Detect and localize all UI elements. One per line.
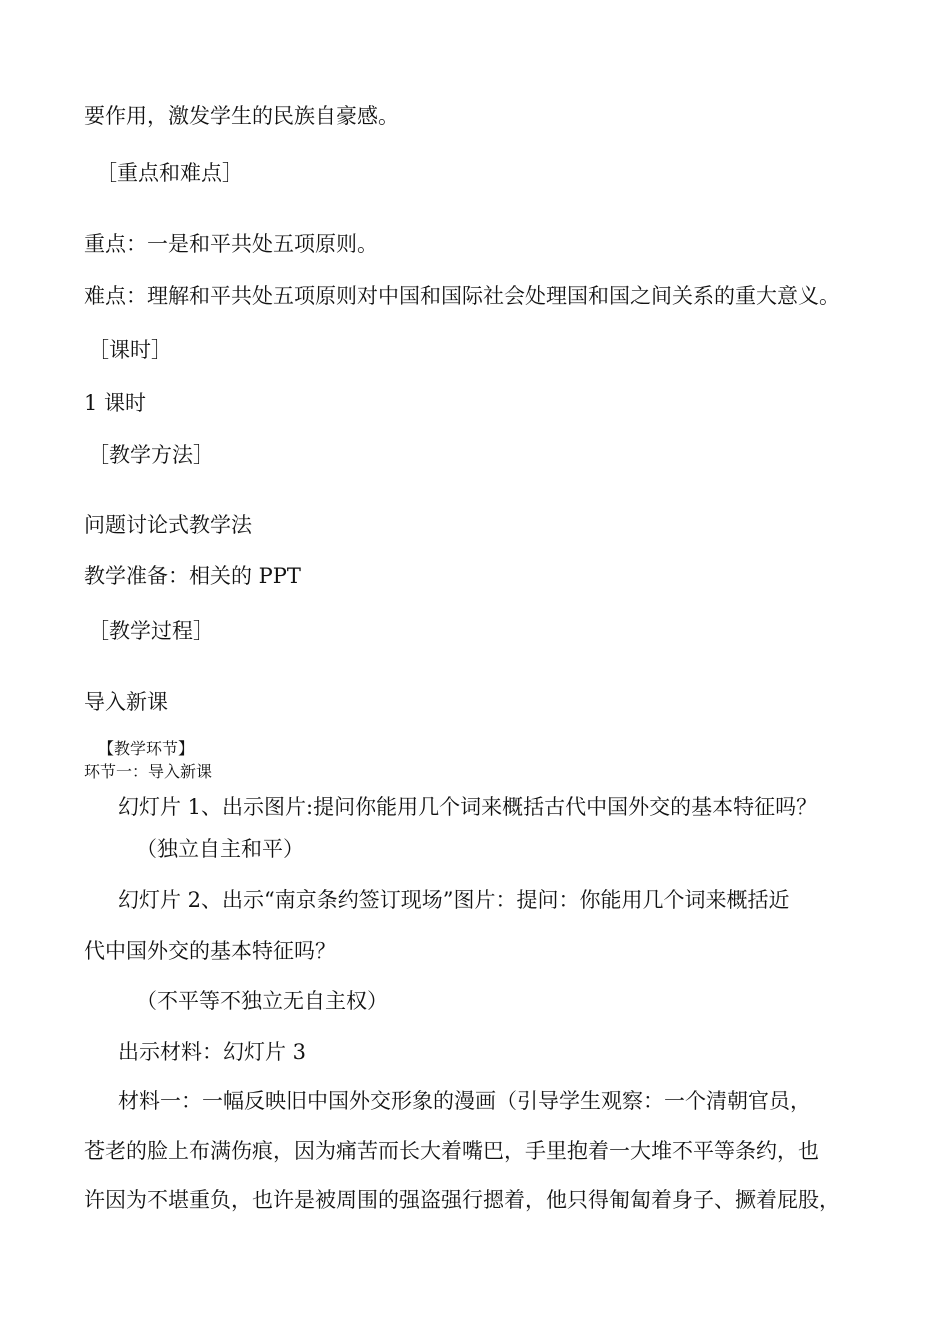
- text-line: 幻灯片 1、出示图片:提问你能用几个词来概括古代中国外交的基本特征吗？: [118, 795, 818, 819]
- text-line: 1 课时: [84, 391, 147, 415]
- section-heading-teaching-method: ［教学方法］: [88, 443, 214, 467]
- text-line: 材料一：一幅反映旧中国外交形象的漫画（引导学生观察：一个清朝官员，: [118, 1089, 811, 1113]
- text-line: （独立自主和平）: [136, 837, 304, 861]
- text-line: 许因为不堪重负，也许是被周围的强盗强行摁着，他只得匍匐着身子、撅着屁股，: [84, 1188, 840, 1212]
- section-heading-keypoints: ［重点和难点］: [96, 161, 243, 185]
- text-line: 环节一：导入新课: [84, 762, 213, 781]
- text-line: 苍老的脸上布满伤痕，因为痛苦而长大着嘴巴，手里抱着一大堆不平等条约，也: [84, 1139, 819, 1163]
- section-heading-lesson-time: ［课时］: [88, 338, 172, 362]
- text-line: 问题讨论式教学法: [84, 513, 252, 537]
- text-line: 要作用，激发学生的民族自豪感。: [84, 104, 399, 128]
- section-heading-teaching-process: ［教学过程］: [88, 619, 214, 643]
- text-line: 代中国外交的基本特征吗？: [84, 939, 336, 963]
- section-heading-teaching-stage: 【教学环节】: [98, 739, 195, 758]
- text-line: 幻灯片 2、出示“南京条约签订现场”图片：提问：你能用几个词来概括近: [118, 888, 790, 912]
- text-line: 教学准备：相关的 PPT: [84, 564, 301, 588]
- text-line: 难点：理解和平共处五项原则对中国和国际社会处理国和国之间关系的重大意义。: [84, 284, 840, 308]
- text-line: 出示材料：幻灯片 3: [118, 1040, 307, 1064]
- text-line: 重点：一是和平共处五项原则。: [84, 232, 378, 256]
- text-line: （不平等不独立无自主权）: [136, 989, 388, 1013]
- text-line: 导入新课: [84, 690, 168, 714]
